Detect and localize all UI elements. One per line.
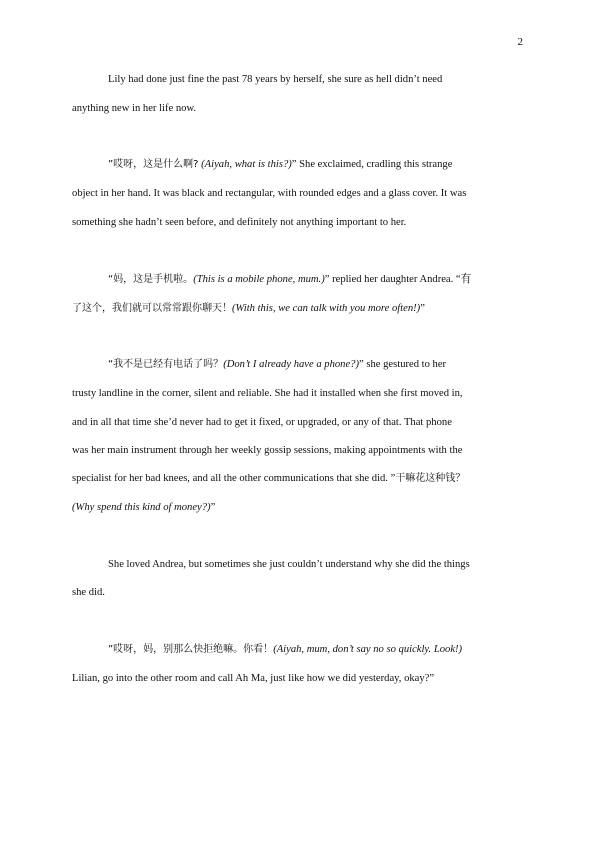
translation-text: (Don’t I already have a phone?) bbox=[223, 359, 360, 370]
chinese-text: 了这个，我们就可以常常跟你聊天！ bbox=[72, 303, 232, 314]
paragraph-4-line-2: trusty landline in the corner, silent and reliable. She had it installed when she first moved in, bbox=[72, 388, 463, 399]
translation-text: (Aiyah, mum, don’t say no so quickly. Look!) bbox=[273, 644, 463, 655]
paragraph-3-line-1 bbox=[108, 273, 471, 287]
body-text: ” bbox=[210, 502, 216, 513]
paragraph-6-line-2: Lilian, go into the other room and call Ah Ma, just like how we did yesterday, okay?” bbox=[72, 673, 435, 684]
body-text: specialist for her bad knees, and all the other communications that she did. ” bbox=[72, 473, 396, 484]
body-text: ” bbox=[420, 303, 425, 314]
body-text: ” She exclaimed, cradling this strange bbox=[291, 159, 453, 170]
paragraph-5-line-2: she did. bbox=[72, 587, 105, 598]
chinese-text: ”哎呀，这是什么啊? bbox=[108, 159, 199, 170]
paragraph-2-line-1 bbox=[108, 158, 452, 172]
paragraph-3-line-2 bbox=[72, 302, 425, 316]
paragraph-2-line-3: something she hadn’t seen before, and definitely not anything important to her. bbox=[72, 217, 407, 228]
chinese-text: ”哎呀，妈，别那么快拒绝嘛。你看！ bbox=[108, 644, 274, 655]
paragraph-4-line-5 bbox=[72, 472, 465, 486]
paragraph-4-line-4: was her main instrument through her weekly gossip sessions, making appointments with the bbox=[72, 445, 463, 456]
paragraph-5-line-1: She loved Andrea, but sometimes she just couldn’t understand why she did the things bbox=[108, 559, 470, 570]
translation-text: (With this, we can talk with you more often!) bbox=[232, 303, 421, 314]
chinese-text: “我不是已经有电话了吗？ bbox=[108, 359, 224, 370]
paragraph-4-line-1 bbox=[108, 358, 446, 372]
translation-text: (This is a mobile phone, mum.) bbox=[193, 274, 325, 285]
chinese-text: “妈，这是手机啦。 bbox=[108, 274, 194, 285]
body-text: ” replied her daughter Andrea. “有 bbox=[324, 274, 472, 285]
paragraph-1-line-2: anything new in her life now. bbox=[72, 103, 197, 114]
paragraph-2-line-2: object in her hand. It was black and rectangular, with rounded edges and a glass cover. It was bbox=[72, 188, 467, 199]
paragraph-4-line-3: and in all that time she’d never had to get it fixed, or upgraded, or any of that. That phone bbox=[72, 417, 452, 428]
paragraph-4-line-6 bbox=[72, 501, 215, 515]
paragraph-6-line-1 bbox=[108, 643, 462, 657]
paragraph-1-line-1: Lily had done just fine the past 78 years by herself, she sure as hell didn’t need bbox=[108, 74, 443, 85]
body-text: ” she gestured to her bbox=[359, 359, 447, 370]
translation-text: (Why spend this kind of money?) bbox=[72, 502, 211, 513]
translation-text: (Aiyah, what is this?) bbox=[201, 159, 292, 170]
chinese-text: 干嘛花这种钱？ bbox=[395, 473, 466, 484]
page-number: 2 bbox=[517, 36, 523, 48]
